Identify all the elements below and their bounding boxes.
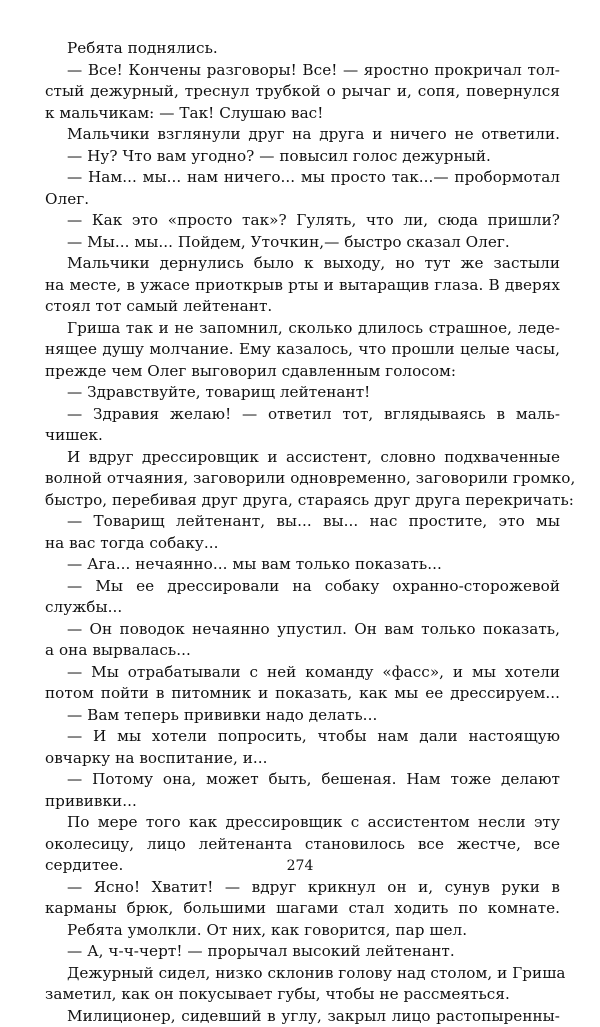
- text-line: По мере того как дрессировщик с ассистентом несли эту: [45, 812, 560, 834]
- text-line: — Мы... мы... Пойдем, Уточкин,— быстро сказал Олег.: [45, 232, 560, 254]
- text-line: Олег.: [45, 189, 560, 211]
- text-line: Гриша так и не запомнил, сколько длилось страшное, леде-: [45, 318, 560, 340]
- page-number: 274: [0, 858, 600, 874]
- text-line: — Здравствуйте, товарищ лейтенант!: [45, 382, 560, 404]
- text-line: Ребята поднялись.: [45, 38, 560, 60]
- text-line: стоял тот самый лейтенант.: [45, 296, 560, 318]
- text-line: — А, ч-ч-черт! — прорычал высокий лейтенант.: [45, 941, 560, 963]
- text-line: — Здравия желаю! — ответил тот, вглядываясь в маль-: [45, 404, 560, 426]
- text-line: на месте, в ужасе приоткрыв рты и вытаращив глаза. В дверях: [45, 275, 560, 297]
- text-line: И вдруг дрессировщик и ассистент, словно подхваченные: [45, 447, 560, 469]
- text-line: Мальчики взглянули друг на друга и ничего не ответили.: [45, 124, 560, 146]
- text-line: прежде чем Олег выговорил сдавленным голосом:: [45, 361, 560, 383]
- text-line: заметил, как он покусывает губы, чтобы не рассмеяться.: [45, 984, 560, 1006]
- text-line: — Мы ее дрессировали на собаку охранно-сторожевой: [45, 576, 560, 598]
- text-line: — Ну? Что вам угодно? — повысил голос дежурный.: [45, 146, 560, 168]
- text-line: — Вам теперь прививки надо делать...: [45, 705, 560, 727]
- text-line: — Ясно! Хватит! — вдруг крикнул он и, сунув руки в: [45, 877, 560, 899]
- text-line: а она вырвалась...: [45, 640, 560, 662]
- text-line: — Мы отрабатывали с ней команду «фасс», и мы хотели: [45, 662, 560, 684]
- text-line: быстро, перебивая друг друга, стараясь друг друга перекричать:: [45, 490, 560, 512]
- text-line: — Потому она, может быть, бешеная. Нам тоже делают: [45, 769, 560, 791]
- text-line: к мальчикам: — Так! Слушаю вас!: [45, 103, 560, 125]
- text-line: Ребята умолкли. От них, как говорится, пар шел.: [45, 920, 560, 942]
- text-line: сердитее.: [45, 855, 560, 877]
- text-line: — Нам... мы... нам ничего... мы просто так...— пробормотал: [45, 167, 560, 189]
- text-line: околесицу, лицо лейтенанта становилось все жестче, все: [45, 834, 560, 856]
- text-line: Милиционер, сидевший в углу, закрыл лицо растопыренны-: [45, 1006, 560, 1027]
- text-line: — Все! Кончены разговоры! Все! — яростно прокричал тол-: [45, 60, 560, 82]
- text-line: прививки...: [45, 791, 560, 813]
- text-line: карманы брюк, большими шагами стал ходить по комнате.: [45, 898, 560, 920]
- text-line: чишек.: [45, 425, 560, 447]
- text-line: Дежурный сидел, низко склонив голову над столом, и Гриша: [45, 963, 560, 985]
- text-line: — И мы хотели попросить, чтобы нам дали настоящую: [45, 726, 560, 748]
- text-line: на вас тогда собаку...: [45, 533, 560, 555]
- text-line: нящее душу молчание. Ему казалось, что прошли целые часы,: [45, 339, 560, 361]
- text-line: службы...: [45, 597, 560, 619]
- text-line: — Товарищ лейтенант, вы... вы... нас простите, это мы: [45, 511, 560, 533]
- text-line: — Как это «просто так»? Гулять, что ли, сюда пришли?: [45, 210, 560, 232]
- book-page-body: [45, 38, 560, 1027]
- text-line: Мальчики дернулись было к выходу, но тут же застыли: [45, 253, 560, 275]
- text-line: потом пойти в питомник и показать, как мы ее дрессируем...: [45, 683, 560, 705]
- text-line: — Он поводок нечаянно упустил. Он вам только показать,: [45, 619, 560, 641]
- text-line: волной отчаяния, заговорили одновременно, заговорили громко,: [45, 468, 560, 490]
- text-line: — Ага... нечаянно... мы вам только показать...: [45, 554, 560, 576]
- text-line: овчарку на воспитание, и...: [45, 748, 560, 770]
- text-line: стый дежурный, треснул трубкой о рычаг и, сопя, повернулся: [45, 81, 560, 103]
